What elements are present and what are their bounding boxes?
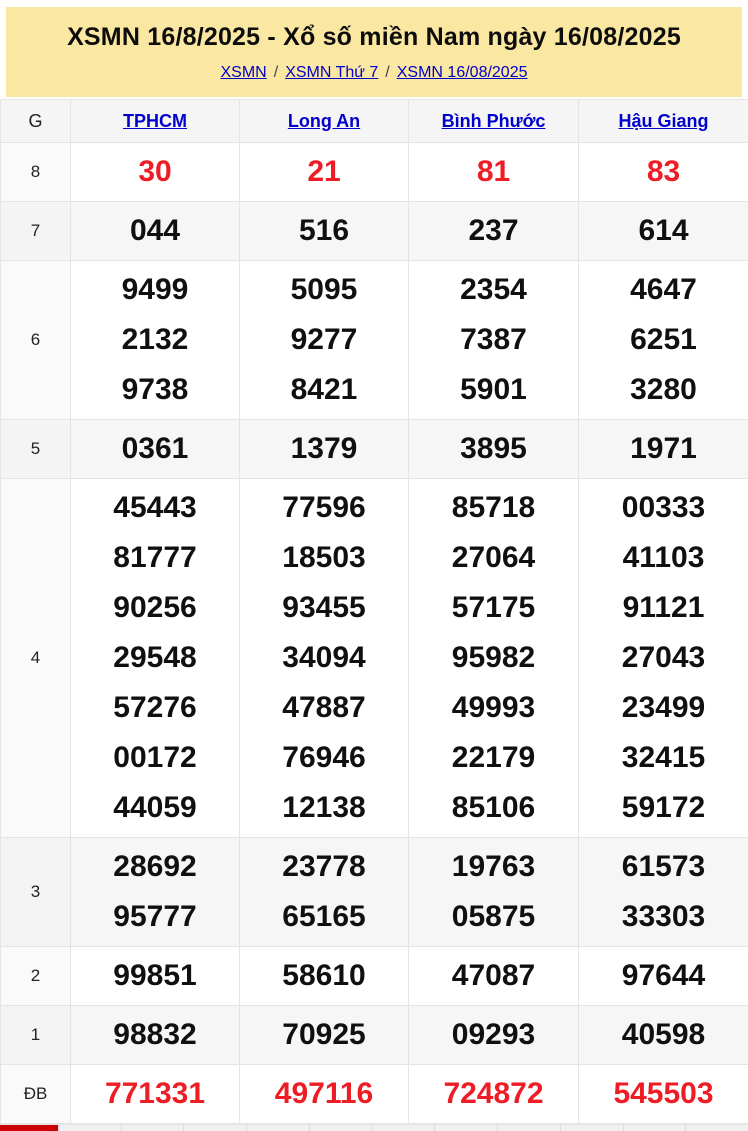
prize-number: 09293 xyxy=(409,1010,578,1060)
prize-number: 516 xyxy=(240,206,408,256)
prize-number: 21 xyxy=(240,147,408,197)
province-link-3[interactable]: Hậu Giang xyxy=(618,111,708,131)
prize-number: 58610 xyxy=(240,951,408,1001)
prize-number: 83 xyxy=(579,147,748,197)
prize-numbers-cell xyxy=(409,420,579,479)
prize-number: 00172 xyxy=(71,733,239,783)
prize-label: 5 xyxy=(1,420,71,479)
next-table-cell xyxy=(246,1125,309,1131)
prize-number: 237 xyxy=(409,206,578,256)
prize-number: 7387 xyxy=(409,315,578,365)
prize-numbers-cell xyxy=(240,143,409,202)
prize-numbers-cell xyxy=(71,479,240,838)
prize-numbers-cell xyxy=(409,202,579,261)
results-table-body xyxy=(1,143,748,1124)
prize-row-1 xyxy=(1,1006,748,1065)
prize-label: 8 xyxy=(1,143,71,202)
prize-number: 57175 xyxy=(409,583,578,633)
prize-numbers-cell xyxy=(579,947,748,1006)
prize-number: 28692 xyxy=(71,842,239,892)
prize-number: 724872 xyxy=(409,1069,578,1119)
prize-row-6 xyxy=(1,261,748,420)
prize-numbers-cell xyxy=(579,1065,748,1124)
next-table-cell xyxy=(372,1125,435,1131)
prize-number: 5095 xyxy=(240,265,408,315)
prize-row-ĐB xyxy=(1,1065,748,1124)
prize-number: 29548 xyxy=(71,633,239,683)
prize-row-8 xyxy=(1,143,748,202)
prize-number: 27064 xyxy=(409,533,578,583)
breadcrumb-link-2[interactable]: XSMN 16/08/2025 xyxy=(397,64,528,81)
prize-number: 41103 xyxy=(579,533,748,583)
prize-row-7 xyxy=(1,202,748,261)
prize-number: 81 xyxy=(409,147,578,197)
prize-number: 9738 xyxy=(71,365,239,415)
prize-numbers-cell xyxy=(240,479,409,838)
province-column-header xyxy=(409,100,579,143)
prize-label: 6 xyxy=(1,261,71,420)
prize-numbers-cell xyxy=(409,479,579,838)
prize-number: 40598 xyxy=(579,1010,748,1060)
prize-numbers-cell xyxy=(579,838,748,947)
next-table-cell xyxy=(434,1125,497,1131)
prize-number: 30 xyxy=(71,147,239,197)
prize-numbers-cell xyxy=(71,1006,240,1065)
prize-number: 497116 xyxy=(240,1069,408,1119)
prize-numbers-cell xyxy=(71,838,240,947)
prize-numbers-cell xyxy=(71,947,240,1006)
prize-number: 65165 xyxy=(240,892,408,942)
prize-number: 044 xyxy=(71,206,239,256)
prize-label: 3 xyxy=(1,838,71,947)
prize-numbers-cell xyxy=(240,1065,409,1124)
prize-number: 33303 xyxy=(579,892,748,942)
prize-number: 95982 xyxy=(409,633,578,683)
prize-row-4 xyxy=(1,479,748,838)
prize-number: 47887 xyxy=(240,683,408,733)
next-table-head-cell xyxy=(0,1125,58,1131)
breadcrumb-separator: / xyxy=(385,64,389,81)
prize-numbers-cell xyxy=(71,1065,240,1124)
prize-label: 2 xyxy=(1,947,71,1006)
prize-numbers-cell xyxy=(579,479,748,838)
prize-number: 98832 xyxy=(71,1010,239,1060)
prize-numbers-cell xyxy=(409,1065,579,1124)
prize-number: 85718 xyxy=(409,483,578,533)
breadcrumb-link-1[interactable]: XSMN Thứ 7 xyxy=(285,64,378,81)
prize-number: 0361 xyxy=(71,424,239,474)
prize-number: 61573 xyxy=(579,842,748,892)
next-table-cell xyxy=(121,1125,184,1131)
prize-numbers-cell xyxy=(240,202,409,261)
prize-number: 9277 xyxy=(240,315,408,365)
prize-label: 7 xyxy=(1,202,71,261)
prize-numbers-cell xyxy=(240,1006,409,1065)
prize-numbers-cell xyxy=(409,143,579,202)
prize-number: 99851 xyxy=(71,951,239,1001)
province-link-1[interactable]: Long An xyxy=(288,111,360,131)
prize-number: 95777 xyxy=(71,892,239,942)
prize-number: 6251 xyxy=(579,315,748,365)
prize-number: 1971 xyxy=(579,424,748,474)
prize-number: 3895 xyxy=(409,424,578,474)
prize-number: 545503 xyxy=(579,1069,748,1119)
prize-row-2 xyxy=(1,947,748,1006)
prize-number: 23499 xyxy=(579,683,748,733)
prize-number: 23778 xyxy=(240,842,408,892)
prize-number: 81777 xyxy=(71,533,239,583)
prize-label: ĐB xyxy=(1,1065,71,1124)
prize-number: 57276 xyxy=(71,683,239,733)
header-row xyxy=(1,100,748,143)
prize-number: 771331 xyxy=(71,1069,239,1119)
results-table-head xyxy=(1,100,748,143)
province-link-0[interactable]: TPHCM xyxy=(123,111,187,131)
prize-numbers-cell xyxy=(409,947,579,1006)
prize-numbers-cell xyxy=(579,420,748,479)
prize-number: 27043 xyxy=(579,633,748,683)
prize-numbers-cell xyxy=(579,261,748,420)
prize-label: 4 xyxy=(1,479,71,838)
prize-number: 93455 xyxy=(240,583,408,633)
results-table xyxy=(0,99,748,1124)
prize-number: 9499 xyxy=(71,265,239,315)
page-header xyxy=(6,7,742,97)
prize-number: 8421 xyxy=(240,365,408,415)
prize-numbers-cell xyxy=(579,202,748,261)
prize-number: 22179 xyxy=(409,733,578,783)
next-table-cell xyxy=(685,1125,748,1131)
breadcrumb-link-0[interactable]: XSMN xyxy=(221,64,267,81)
lottery-results-page xyxy=(0,7,748,1131)
prize-number: 47087 xyxy=(409,951,578,1001)
next-table-partial xyxy=(0,1124,748,1131)
prize-numbers-cell xyxy=(409,838,579,947)
prize-number: 90256 xyxy=(71,583,239,633)
prize-number: 2132 xyxy=(71,315,239,365)
prize-number: 44059 xyxy=(71,783,239,833)
prize-number: 97644 xyxy=(579,951,748,1001)
prize-row-5 xyxy=(1,420,748,479)
prize-number: 614 xyxy=(579,206,748,256)
prize-number: 34094 xyxy=(240,633,408,683)
prize-number: 5901 xyxy=(409,365,578,415)
prize-row-3 xyxy=(1,838,748,947)
prize-numbers-cell xyxy=(71,143,240,202)
province-column-header xyxy=(240,100,409,143)
next-table-cell xyxy=(183,1125,246,1131)
prize-numbers-cell xyxy=(71,420,240,479)
breadcrumb xyxy=(16,63,732,82)
prize-number: 05875 xyxy=(409,892,578,942)
breadcrumb-separator: / xyxy=(274,64,278,81)
prize-numbers-cell xyxy=(71,202,240,261)
prize-number: 91121 xyxy=(579,583,748,633)
prize-number: 76946 xyxy=(240,733,408,783)
prize-number: 85106 xyxy=(409,783,578,833)
prize-numbers-cell xyxy=(409,1006,579,1065)
prize-number: 12138 xyxy=(240,783,408,833)
page-title: XSMN 16/8/2025 - Xổ số miền Nam ngày 16/08/2025 xyxy=(16,22,732,52)
prize-number: 1379 xyxy=(240,424,408,474)
prize-number: 59172 xyxy=(579,783,748,833)
prize-number: 45443 xyxy=(71,483,239,533)
next-table-cell xyxy=(309,1125,372,1131)
prize-column-header: G xyxy=(1,100,71,143)
prize-number: 70925 xyxy=(240,1010,408,1060)
next-table-cell xyxy=(497,1125,560,1131)
next-table-cell xyxy=(560,1125,623,1131)
prize-number: 18503 xyxy=(240,533,408,583)
next-table-cell xyxy=(623,1125,686,1131)
prize-numbers-cell xyxy=(240,420,409,479)
next-table-cell xyxy=(58,1125,121,1131)
prize-number: 4647 xyxy=(579,265,748,315)
prize-numbers-cell xyxy=(409,261,579,420)
prize-number: 2354 xyxy=(409,265,578,315)
prize-numbers-cell xyxy=(579,1006,748,1065)
prize-numbers-cell xyxy=(240,838,409,947)
prize-numbers-cell xyxy=(240,947,409,1006)
prize-number: 19763 xyxy=(409,842,578,892)
prize-number: 77596 xyxy=(240,483,408,533)
prize-number: 49993 xyxy=(409,683,578,733)
prize-numbers-cell xyxy=(579,143,748,202)
prize-numbers-cell xyxy=(71,261,240,420)
prize-label: 1 xyxy=(1,1006,71,1065)
province-link-2[interactable]: Bình Phước xyxy=(442,111,546,131)
prize-numbers-cell xyxy=(240,261,409,420)
province-column-header xyxy=(579,100,748,143)
prize-number: 32415 xyxy=(579,733,748,783)
prize-number: 3280 xyxy=(579,365,748,415)
prize-number: 00333 xyxy=(579,483,748,533)
province-column-header xyxy=(71,100,240,143)
